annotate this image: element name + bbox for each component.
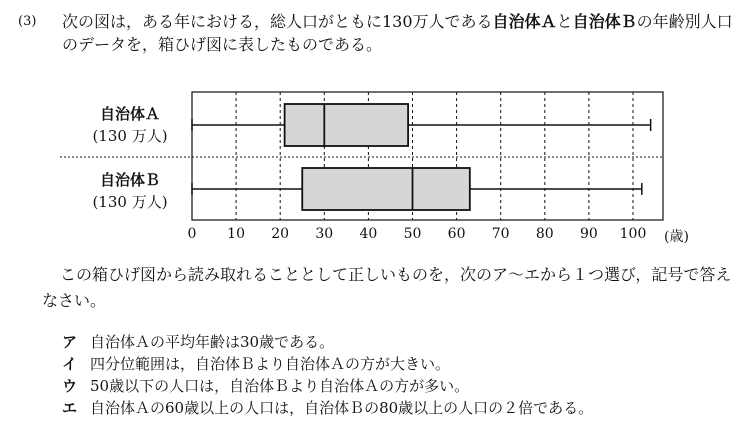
answer-options <box>62 331 593 419</box>
option-a <box>62 331 593 353</box>
series-population-a: (130 万人) <box>92 127 168 145</box>
x-tick-label: 10 <box>227 226 245 242</box>
intro-city-a: 自治体Ａ <box>492 12 557 31</box>
x-tick-label: 60 <box>447 226 466 242</box>
box-b <box>302 168 470 210</box>
option-key: エ <box>62 399 78 417</box>
x-tick-label: 70 <box>491 226 510 242</box>
option-text: 四分位範囲は，自治体Ｂより自治体Ａの方が大きい。 <box>90 355 451 373</box>
intro-text-2: と <box>556 12 573 31</box>
option-key: イ <box>62 355 78 373</box>
option-text: 自治体Ａの60歳以上の人口は，自治体Ｂの80歳以上の人口の２倍である。 <box>90 399 594 417</box>
intro-city-b: 自治体Ｂ <box>572 12 637 31</box>
option-u <box>62 375 593 397</box>
x-tick-label: 20 <box>271 226 290 242</box>
x-tick-label: 40 <box>359 226 378 242</box>
x-tick-label: 80 <box>535 226 554 242</box>
box-a <box>285 104 408 146</box>
x-tick-label: 90 <box>579 226 598 242</box>
option-key: ウ <box>62 377 78 395</box>
x-axis-unit: (歳) <box>664 229 689 245</box>
series-label-a <box>70 103 190 147</box>
option-text: 自治体Ａの平均年齢は30歳である。 <box>90 333 335 351</box>
question-number: (3) <box>18 14 37 29</box>
question-prompt: この箱ひげ図から読み取れることとして正しいものを，次のア〜エから１つ選び，記号で答えなさい。 <box>42 265 732 310</box>
series-name-a: 自治体Ａ <box>99 105 160 123</box>
option-key: ア <box>62 333 78 351</box>
x-tick-label: 50 <box>403 226 422 242</box>
x-tick-label: 0 <box>187 226 197 242</box>
option-text: 50歳以下の人口は，自治体Ｂより自治体Ａの方が多い。 <box>90 377 470 395</box>
option-e <box>62 397 593 419</box>
x-tick-label: 30 <box>315 226 334 242</box>
intro-text-3: の年齢別人口のデータを，箱ひげ図に表したものである。 <box>62 12 733 54</box>
series-name-b: 自治体Ｂ <box>99 171 160 189</box>
intro-text-1: 次の図は，ある年における，総人口がともに130万人である <box>62 12 493 31</box>
series-label-b <box>70 169 190 213</box>
series-population-b: (130 万人) <box>92 193 168 211</box>
option-i <box>62 353 593 375</box>
x-tick-label: 100 <box>619 226 647 242</box>
